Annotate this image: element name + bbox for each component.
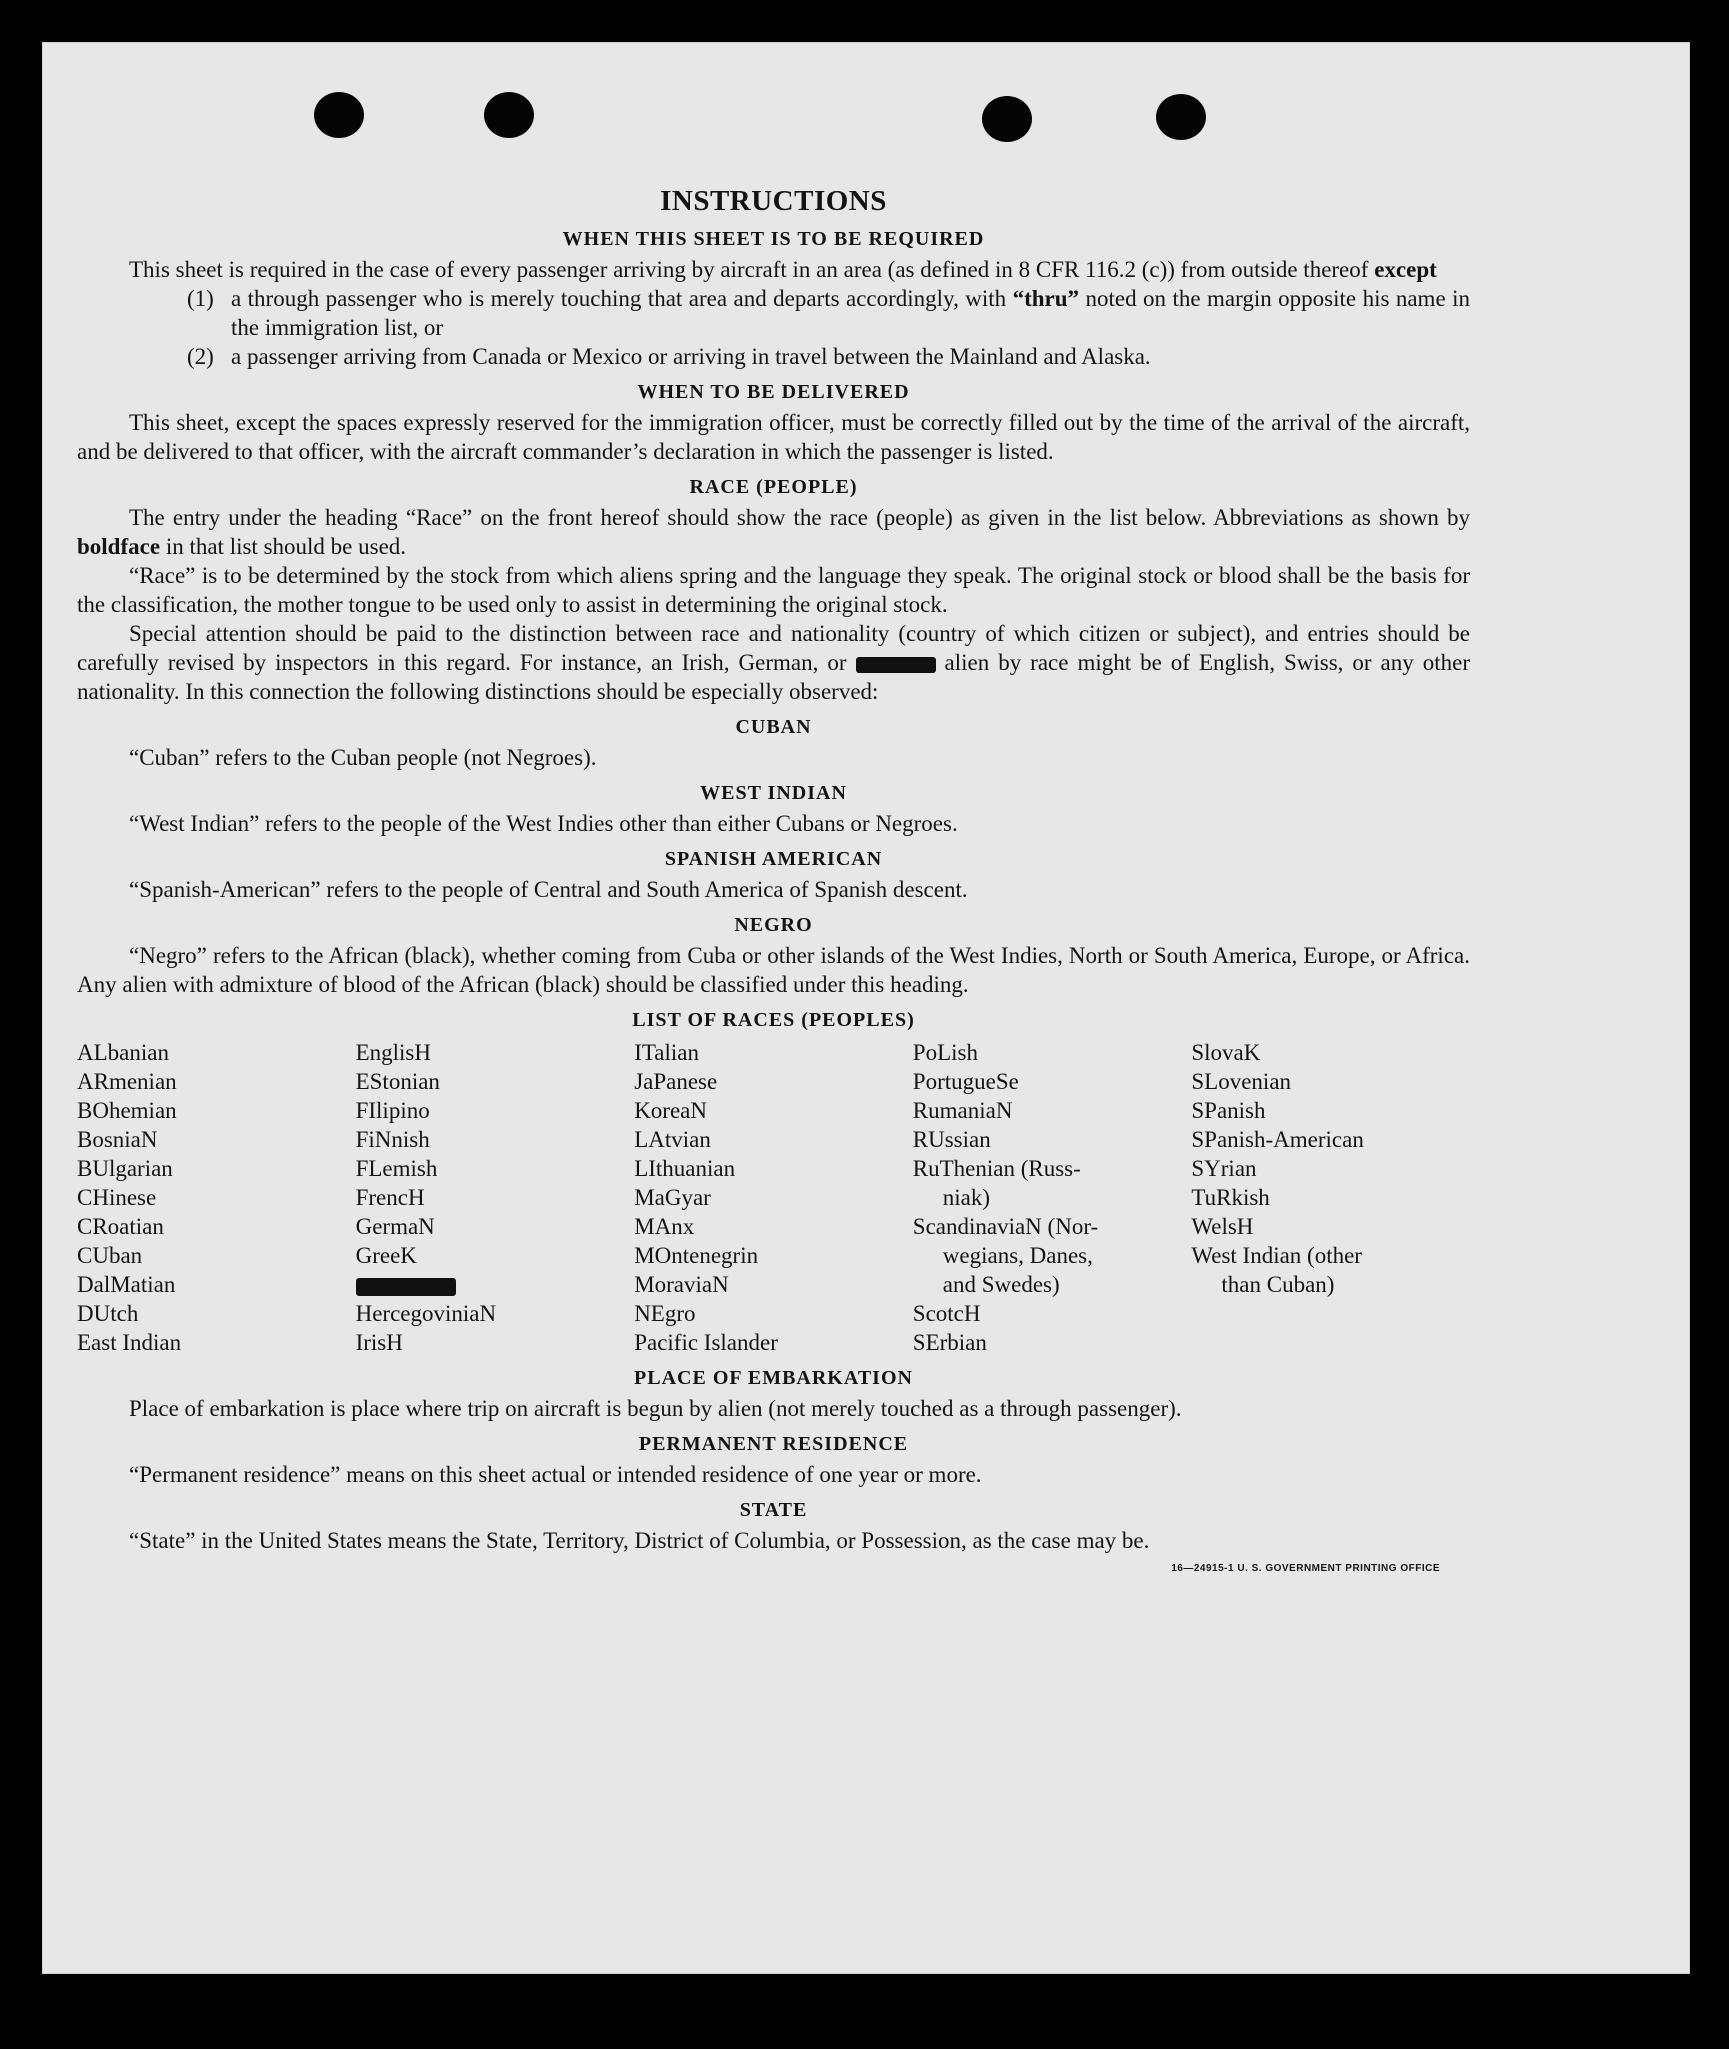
race-entry: MoraviaN: [634, 1272, 729, 1297]
race-entry: DUtch: [77, 1301, 139, 1326]
redaction-mark: [856, 657, 936, 673]
race-entry: MAnx: [634, 1214, 695, 1239]
race-entry: CRoatian: [77, 1214, 164, 1239]
race-entry: KoreaN: [634, 1098, 707, 1123]
section-heading-west-indian: WEST INDIAN: [700, 782, 847, 804]
race-entry: RumaniaN: [912, 1098, 1013, 1123]
race-entry: RuThenian (Russ-: [912, 1156, 1081, 1181]
negro-text: “Negro” refers to the African (black), whether coming from Cuba or other islands of the West Indies, North or South America, Europe, or Africa. Any alien with admixture of blood of the African (black) should be classified under this heading.: [77, 943, 1470, 997]
document-content: [77, 175, 1470, 1574]
race-entry: SPanish: [1191, 1098, 1266, 1123]
race-entry: EStonian: [355, 1069, 440, 1094]
item1-thru: “thru”: [1012, 286, 1080, 311]
section-heading-embarkation: PLACE OF EMBARKATION: [634, 1367, 913, 1389]
race-entry: SlovaK: [1191, 1040, 1261, 1065]
race-entry: Pacific Islander: [634, 1330, 778, 1355]
document-title: INSTRUCTIONS: [660, 185, 887, 217]
race-paragraph-2: “Race” is to be determined by the stock from which aliens spring and the language they speak. The original stock or blood shall be the basis for the classification, the mother tongue to be used only to assist in determining the original stock.: [77, 563, 1470, 617]
race-entry: GermaN: [355, 1214, 435, 1239]
race-entry: TuRkish: [1191, 1185, 1270, 1210]
race-entry: LAtvian: [634, 1127, 711, 1152]
races-column-2-top: [356, 1038, 635, 1270]
item-text: a passenger arriving from Canada or Mexico or arriving in travel between the Mainland and Alaska.: [231, 344, 1151, 369]
race-entry: BOhemian: [77, 1098, 177, 1123]
race-entry: ScandinaviaN (Nor-: [912, 1214, 1099, 1239]
required-item-1: [77, 284, 1470, 342]
document-sheet: [42, 42, 1690, 1974]
races-column-2-bottom: [356, 1299, 635, 1357]
race-entry: EnglisH: [355, 1040, 431, 1065]
item1-text-c: noted on the margin opposite his name in the immigration list, or: [231, 286, 1470, 340]
race-entry: CHinese: [77, 1185, 157, 1210]
race-paragraph-1: [77, 503, 1470, 561]
section-heading-race: RACE (PEOPLE): [689, 476, 858, 498]
race-entry: NEgro: [634, 1301, 696, 1326]
race-entry: SPanish-American: [1191, 1127, 1364, 1152]
section-heading-residence: PERMANENT RESIDENCE: [638, 1433, 909, 1455]
section-heading-spanish-american: SPANISH AMERICAN: [664, 848, 883, 870]
race-entry: SYrian: [1191, 1156, 1257, 1181]
race-entry: ARmenian: [77, 1069, 177, 1094]
race-p1-text-c: in that list should be used.: [160, 534, 407, 559]
race-entry: East Indian: [77, 1330, 182, 1355]
punch-hole: [1156, 94, 1206, 140]
race-p1-boldface: boldface: [77, 534, 161, 559]
race-entry: HercegoviniaN: [355, 1301, 497, 1326]
race-entry: DalMatian: [77, 1272, 176, 1297]
required-item-2: [77, 342, 1470, 371]
item-text: [231, 284, 1470, 342]
section-heading-delivered: WHEN TO BE DELIVERED: [637, 381, 910, 403]
item-number: (2): [187, 344, 214, 369]
race-entry: MOntenegrin: [634, 1243, 759, 1268]
race-entry: West Indian (other: [1191, 1243, 1362, 1268]
required-intro-text: This sheet is required in the case of every passenger arriving by aircraft in an area (as defined in 8 CFR 116.2 (c)) from outside thereof: [129, 257, 1375, 282]
section-heading-races-list: LIST OF RACES (PEOPLES): [632, 1009, 915, 1031]
race-entry: BosniaN: [77, 1127, 158, 1152]
race-p3-text-a: Special attention should be paid to the distinction between race and nationality (country of which citizen or subject), and entries should be carefully revised by inspectors in this regard. For instance, an Irish, German, or: [77, 621, 1470, 675]
race-entry: SLovenian: [1191, 1069, 1292, 1094]
races-column-5: [1191, 1038, 1470, 1357]
item-number: (1): [187, 286, 214, 311]
race-entry: PoLish: [912, 1040, 978, 1065]
races-column-3: [634, 1038, 913, 1357]
delivered-text: This sheet, except the spaces expressly reserved for the immigration officer, must be correctly filled out by the time of the arrival of the aircraft, and be delivered to that officer, with the aircraft commander’s declaration in which the passenger is listed.: [77, 410, 1470, 464]
race-entry: JaPanese: [634, 1069, 718, 1094]
embarkation-text: Place of embarkation is place where trip on aircraft is begun by alien (not merely touched as a through passenger).: [129, 1396, 1182, 1421]
item1-text-a: a through passenger who is merely touching that area and departs accordingly, with: [231, 286, 1013, 311]
race-p1-text-a: The entry under the heading “Race” on the front hereof should show the race (people) as given in the list below. Abbreviations as shown by: [129, 505, 1470, 530]
race-entry: ScotcH: [912, 1301, 981, 1326]
race-entry-continued: than Cuban): [1221, 1272, 1335, 1297]
race-entry: BUlgarian: [77, 1156, 173, 1181]
race-entry: FLemish: [355, 1156, 438, 1181]
race-entry: PortugueSe: [912, 1069, 1019, 1094]
section-heading-cuban: CUBAN: [735, 716, 812, 738]
races-column-1: [77, 1038, 356, 1357]
race-entry: WelsH: [1191, 1214, 1254, 1239]
races-column-4: [913, 1038, 1192, 1357]
race-entry-continued: niak): [942, 1185, 991, 1210]
race-entry: CUban: [77, 1243, 143, 1268]
race-entry: RUssian: [912, 1127, 991, 1152]
races-list: [77, 1038, 1470, 1357]
race-entry: FIlipino: [355, 1098, 430, 1123]
race-entry: MaGyar: [634, 1185, 711, 1210]
required-intro: [77, 255, 1470, 284]
race-entry: ALbanian: [77, 1040, 169, 1065]
race-entry: GreeK: [355, 1243, 417, 1268]
redaction-mark: [356, 1278, 456, 1296]
race-entry: FrencH: [355, 1185, 425, 1210]
cuban-text: “Cuban” refers to the Cuban people (not Negroes).: [129, 745, 597, 770]
race-entry-continued: wegians, Danes,: [942, 1243, 1093, 1268]
section-heading-required: WHEN THIS SHEET IS TO BE REQUIRED: [562, 228, 985, 250]
section-heading-state: STATE: [739, 1499, 808, 1521]
race-entry: FiNnish: [355, 1127, 430, 1152]
state-text: “State” in the United States means the State, Territory, District of Columbia, or Possession, as the case may be.: [129, 1528, 1150, 1553]
punch-hole: [484, 92, 534, 138]
spanish-american-text: “Spanish-American” refers to the people of Central and South America of Spanish descent.: [129, 877, 968, 902]
race-entry: LIthuanian: [634, 1156, 736, 1181]
race-entry: ITalian: [634, 1040, 699, 1065]
printer-imprint: 16—24915-1 U. S. GOVERNMENT PRINTING OFFICE: [1171, 1563, 1440, 1574]
punch-hole: [314, 92, 364, 138]
west-indian-text: “West Indian” refers to the people of the West Indies other than either Cubans or Negroes.: [129, 811, 958, 836]
race-entry: IrisH: [355, 1330, 403, 1355]
race-entry: SErbian: [912, 1330, 987, 1355]
race-entry-continued: and Swedes): [942, 1272, 1060, 1297]
residence-text: “Permanent residence” means on this sheet actual or intended residence of one year or more.: [129, 1462, 982, 1487]
race-p3-text-b: alien by race might be of English, Swiss, or any other nationality. In this connection the following distinctions should be especially observed:: [77, 650, 1470, 704]
required-intro-except: except: [1374, 257, 1437, 282]
redacted-entry: [356, 1270, 635, 1299]
section-heading-negro: NEGRO: [734, 914, 813, 936]
races-column-2: [356, 1038, 635, 1357]
race-paragraph-3: [77, 619, 1470, 706]
punch-hole: [982, 96, 1032, 142]
